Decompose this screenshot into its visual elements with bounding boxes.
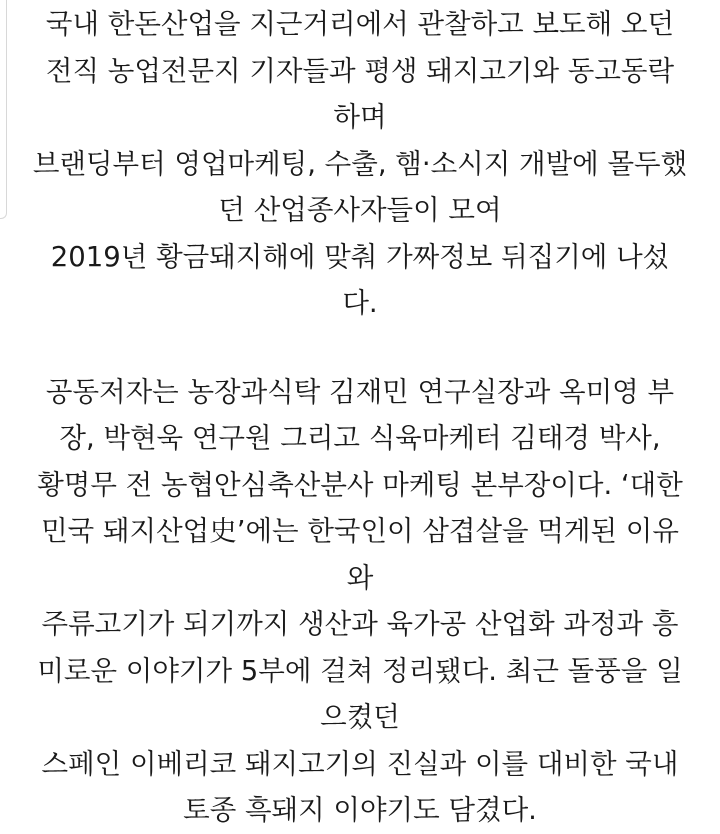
text-line: 으켰던 [320, 701, 400, 733]
paragraph-1 [0, 1, 720, 327]
paragraph-2 [0, 369, 720, 834]
text-line: 토종 흑돼지 이야기도 담겼다. [183, 794, 537, 826]
paragraph-spacer [0, 327, 720, 369]
text-line: 미로운 이야기가 5부에 걸쳐 정리됐다. 최근 돌풍을 일 [37, 654, 683, 687]
text-line: 장, 박현욱 연구원 그리고 식육마케터 김태경 박사, [59, 422, 661, 454]
text-line: 브랜딩부터 영업마케팅, 수출, 햄·소시지 개발에 몰두했 [32, 147, 688, 180]
text-line: 황명무 전 농협안심축산분사 마케팅 본부장이다. ‘대한 [37, 468, 683, 501]
text-line: 주류고기가 되기까지 생산과 육가공 산업화 과정과 흥 [41, 608, 679, 640]
text-line: 하며 [333, 101, 387, 133]
text-line: 와 [346, 561, 374, 594]
text-line: 전직 농업전문지 기자들과 평생 돼지고기와 동고동락 [45, 54, 675, 87]
text-line: 2019년 황금돼지해에 맞춰 가짜정보 뒤집기에 나섰 [50, 240, 670, 273]
text-line: 던 산업종사자들이 모여 [218, 194, 502, 226]
text-line: 공동저자는 농장과식탁 김재민 연구실장과 옥미영 부 [45, 375, 675, 408]
text-line: 다. [342, 287, 378, 319]
text-line: 국내 한돈산업을 지근거리에서 관찰하고 보도해 오던 [45, 8, 675, 40]
text-line: 민국 돼지산업史’에는 한국인이 삼겹살을 먹게된 이유 [41, 515, 679, 547]
text-line: 스페인 이베리코 돼지고기의 진실과 이를 대비한 국내 [41, 747, 679, 780]
